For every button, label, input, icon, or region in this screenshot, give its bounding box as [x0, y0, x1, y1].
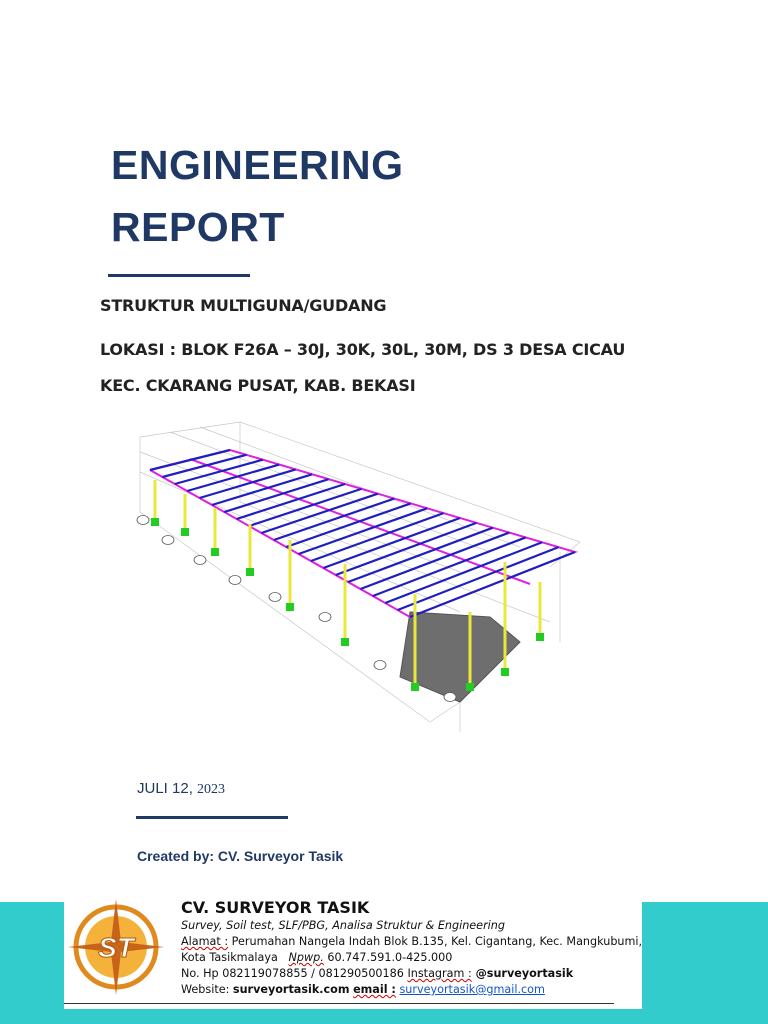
column-base: [246, 568, 254, 576]
created-by: Created by: CV. Surveyor Tasik: [137, 848, 344, 864]
purlin: [360, 533, 509, 589]
city-text: Kota Tasikmalaya: [181, 951, 278, 964]
address-label: Alamat :: [181, 935, 229, 948]
company-web: [181, 983, 545, 996]
instagram-handle[interactable]: @surveyortasik: [471, 967, 574, 980]
grid-bubble: [162, 536, 174, 545]
email-label: email :: [353, 983, 396, 996]
date-underline: [136, 816, 288, 819]
purlin: [162, 455, 246, 477]
grid-bubble: [374, 661, 386, 670]
company-logo: [66, 897, 166, 997]
column-base: [466, 683, 474, 691]
project-location: LOKASI : BLOK F26A – 30J, 30K, 30L, 30M, DS 3 DESA CICAU: [100, 340, 626, 359]
npwp-label: Npwp.: [288, 951, 324, 964]
column-base: [286, 603, 294, 611]
company-contact: [181, 967, 573, 980]
website-label: Website:: [181, 983, 233, 996]
column-base: [411, 683, 419, 691]
purlin: [237, 484, 345, 519]
purlin: [348, 528, 493, 582]
structure-3d-model: [130, 412, 590, 767]
date-month-day: JULI 12,: [137, 780, 198, 797]
purlin: [274, 499, 394, 540]
purlin: [373, 537, 526, 596]
project-district: KEC. CKARANG PUSAT, KAB. BEKASI: [100, 376, 416, 395]
report-title: [111, 134, 404, 258]
npwp-text: 60.747.591.0-425.000: [323, 951, 453, 964]
title-underline: [108, 274, 250, 277]
column-base: [341, 638, 349, 646]
address-text: Perumahan Nangela Indah Blok B.135, Kel. Cigantang, Kec. Mangkubumi,: [228, 935, 643, 948]
company-city: [181, 951, 452, 964]
purlin: [336, 523, 477, 575]
title-line-2: REPORT: [111, 204, 285, 250]
company-name: CV. SURVEYOR TASIK: [181, 898, 370, 917]
logo-initials: ST: [98, 932, 134, 963]
company-address: [181, 935, 642, 948]
grid-bubble: [194, 556, 206, 565]
grid-bubble: [269, 593, 281, 602]
title-line-1: ENGINEERING: [111, 142, 404, 188]
purlin: [261, 494, 377, 533]
services-text: Survey, Soil test, SLF/PBG, Analisa Struktur & Engineering: [181, 919, 505, 932]
column-base: [151, 518, 159, 526]
grid-bubble: [319, 613, 331, 622]
column-base: [211, 548, 219, 556]
company-services: [181, 919, 505, 932]
project-name: STRUKTUR MULTIGUNA/GUDANG: [100, 296, 387, 315]
purlin: [385, 542, 542, 603]
grid-bubble: [444, 693, 456, 702]
instagram-label: Instagram :: [407, 967, 472, 980]
date-year: 2023: [197, 782, 226, 797]
purlin: [286, 503, 411, 547]
grid-bubble: [137, 516, 149, 525]
grid-bubble: [229, 576, 241, 585]
phone-text: No. Hp 082119078855 / 081290500186: [181, 967, 408, 980]
email-link[interactable]: surveyortasik@gmail.com: [399, 983, 545, 996]
purlin: [249, 489, 361, 526]
column-base: [501, 668, 509, 676]
card-divider: [64, 1003, 614, 1004]
report-date: [137, 780, 225, 798]
column-base: [181, 528, 189, 536]
website-link[interactable]: surveyortasik.com: [232, 983, 350, 996]
column-base: [536, 633, 544, 641]
